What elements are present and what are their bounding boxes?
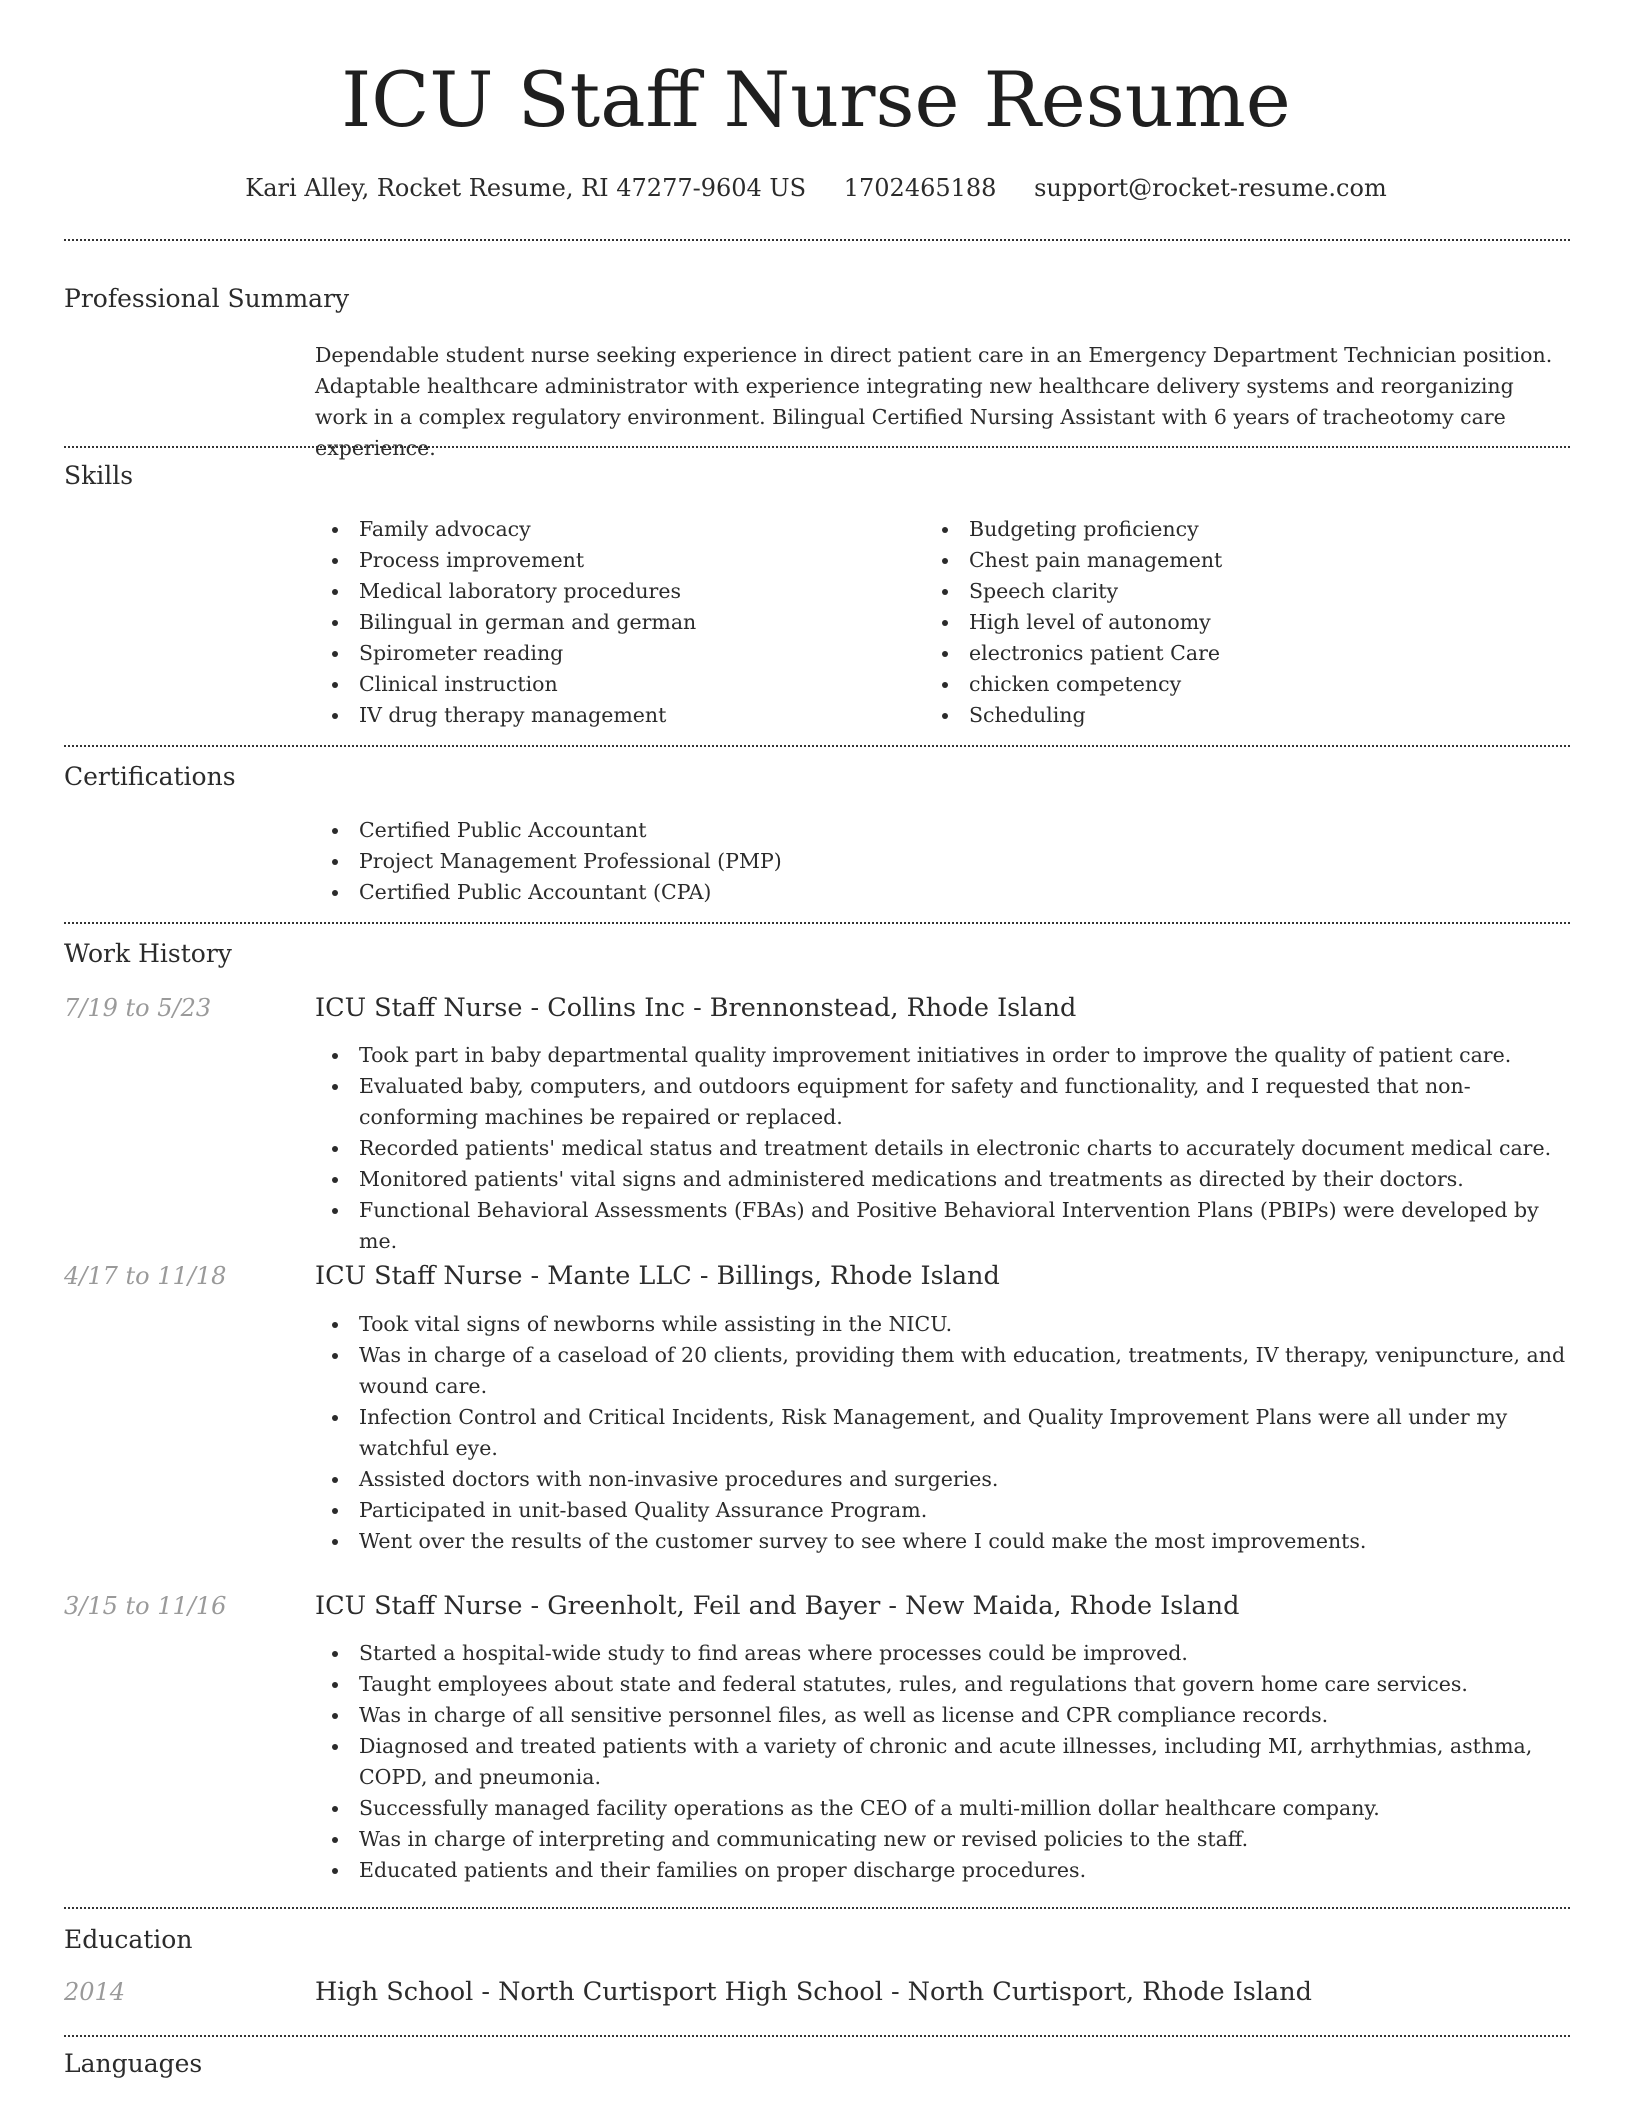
list-item: Assisted doctors with non-invasive procedures and surgeries. (315, 1464, 1575, 1495)
list-item: Speech clarity (925, 576, 1525, 607)
list-item: Project Management Professional (PMP) (315, 846, 1515, 877)
list-item: Medical laboratory procedures (315, 576, 915, 607)
list-item: IV drug therapy management (315, 700, 915, 731)
contact-line (0, 170, 1632, 206)
skills-heading: Skills (64, 461, 134, 490)
list-item: Clinical instruction (315, 669, 915, 700)
work-history-heading: Work History (64, 939, 232, 968)
list-item: Monitored patients' vital signs and administered medications and treatments as directed by their doctors. (315, 1164, 1575, 1195)
certifications-heading: Certifications (64, 762, 236, 791)
certifications-list (315, 815, 1515, 908)
job-dates: 7/19 to 5/23 (64, 994, 212, 1022)
job-title: ICU Staff Nurse - Mante LLC - Billings, Rhode Island (315, 1261, 1000, 1291)
divider (64, 1907, 1570, 1909)
list-item: Started a hospital-wide study to find areas where processes could be improved. (315, 1638, 1575, 1669)
education-entry: High School - North Curtisport High School - North Curtisport, Rhode Island (315, 1977, 1313, 2007)
list-item: Spirometer reading (315, 638, 915, 669)
divider (64, 745, 1570, 747)
contact-address: Kari Alley, Rocket Resume, RI 47277-9604 US (245, 174, 807, 202)
list-item: Took vital signs of newborns while assisting in the NICU. (315, 1309, 1575, 1340)
skills-list-right (925, 514, 1525, 731)
divider (64, 922, 1570, 924)
list-item: Infection Control and Critical Incidents, Risk Management, and Quality Improvement Plans were all under my watchful eye. (315, 1402, 1575, 1464)
list-item: Diagnosed and treated patients with a variety of chronic and acute illnesses, including MI, arrhythmias, asthma, COPD, and pneumonia. (315, 1731, 1575, 1793)
list-item: Recorded patients' medical status and treatment details in electronic charts to accurately document medical care. (315, 1133, 1575, 1164)
divider (64, 239, 1570, 241)
list-item: Functional Behavioral Assessments (FBAs) and Positive Behavioral Intervention Plans (PBIPs) were developed by me. (315, 1195, 1575, 1257)
list-item: Certified Public Accountant (CPA) (315, 877, 1515, 908)
skills-list-left (315, 514, 915, 731)
list-item: Was in charge of all sensitive personnel files, as well as license and CPR compliance records. (315, 1700, 1575, 1731)
list-item: Participated in unit-based Quality Assurance Program. (315, 1495, 1575, 1526)
divider (64, 446, 1570, 448)
summary-text: Dependable student nurse seeking experience in direct patient care in an Emergency Department Technician position. Adaptable healthcare administrator with experience integrating new healthcare delivery systems and reorganizing work in a complex regulatory environment. Bilingual Certified Nursing Assistant with 6 years of tracheotomy care experience. (315, 343, 1553, 460)
list-item: Went over the results of the customer survey to see where I could make the most improvements. (315, 1526, 1575, 1557)
list-item: chicken competency (925, 669, 1525, 700)
job-title: ICU Staff Nurse - Greenholt, Feil and Bayer - New Maida, Rhode Island (315, 1591, 1240, 1621)
resume-title: ICU Staff Nurse Resume (341, 55, 1291, 144)
list-item: Process improvement (315, 545, 915, 576)
languages-heading: Languages (64, 2049, 203, 2078)
education-date: 2014 (64, 1978, 126, 2006)
list-item: Scheduling (925, 700, 1525, 731)
list-item: Was in charge of a caseload of 20 clients, providing them with education, treatments, IV therapy, venipuncture, and wound care. (315, 1340, 1575, 1402)
list-item: Educated patients and their families on proper discharge procedures. (315, 1855, 1575, 1886)
job-bullets (315, 1309, 1575, 1557)
job-bullets (315, 1638, 1575, 1886)
job-title: ICU Staff Nurse - Collins Inc - Brennonstead, Rhode Island (315, 993, 1077, 1023)
list-item: Chest pain management (925, 545, 1525, 576)
list-item: Family advocacy (315, 514, 915, 545)
job-bullets (315, 1040, 1575, 1257)
summary-heading: Professional Summary (64, 284, 350, 313)
contact-phone: 1702465188 (843, 174, 997, 202)
job-dates: 3/15 to 11/16 (64, 1592, 227, 1620)
list-item: electronics patient Care (925, 638, 1525, 669)
list-item: Successfully managed facility operations as the CEO of a multi-million dollar healthcare company. (315, 1793, 1575, 1824)
list-item: Taught employees about state and federal statutes, rules, and regulations that govern home care services. (315, 1669, 1575, 1700)
list-item: Evaluated baby, computers, and outdoors equipment for safety and functionality, and I requested that non-conforming machines be repaired or replaced. (315, 1071, 1575, 1133)
list-item: Certified Public Accountant (315, 815, 1515, 846)
divider (64, 2035, 1570, 2037)
education-heading: Education (64, 1925, 193, 1954)
contact-email: support@rocket-resume.com (1034, 174, 1387, 202)
list-item: Was in charge of interpreting and communicating new or revised policies to the staff. (315, 1824, 1575, 1855)
list-item: Budgeting proficiency (925, 514, 1525, 545)
list-item: High level of autonomy (925, 607, 1525, 638)
list-item: Took part in baby departmental quality improvement initiatives in order to improve the quality of patient care. (315, 1040, 1575, 1071)
job-dates: 4/17 to 11/18 (64, 1262, 227, 1290)
list-item: Bilingual in german and german (315, 607, 915, 638)
